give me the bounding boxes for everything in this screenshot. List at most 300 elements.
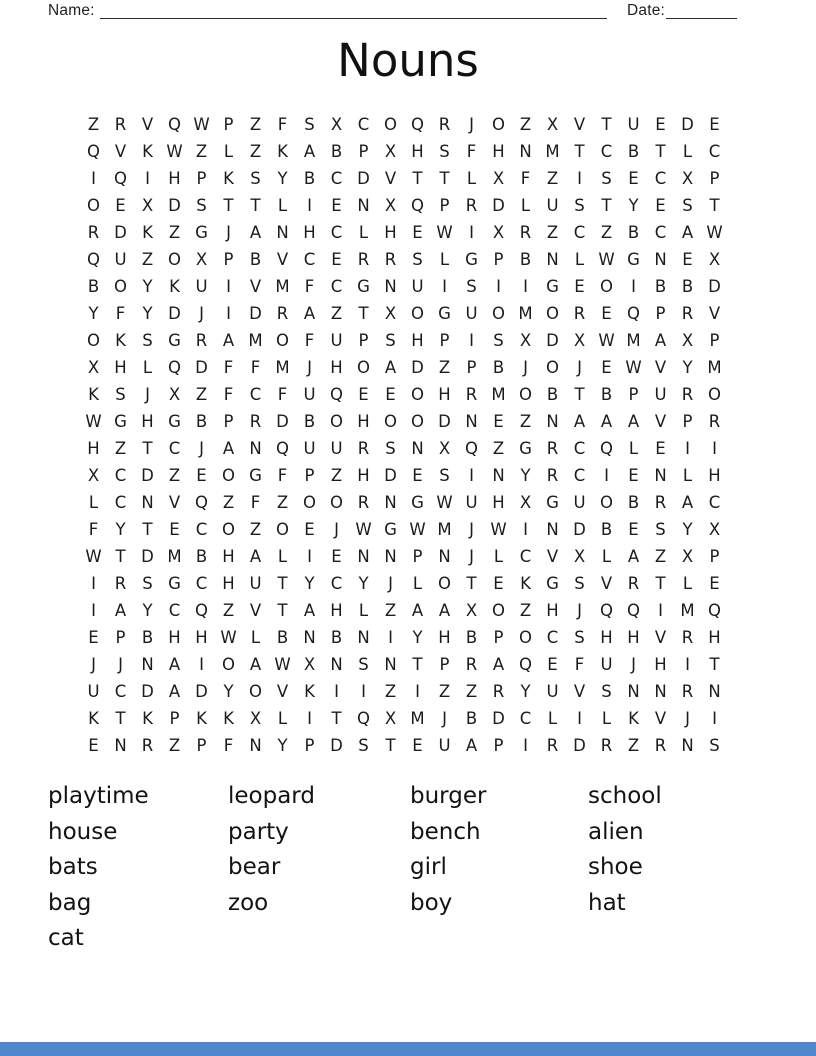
grid-letter: L — [277, 709, 288, 728]
grid-letter: K — [169, 277, 180, 296]
grid-letter: E — [574, 277, 585, 296]
grid-letter: C — [114, 466, 127, 485]
grid-letter: V — [276, 682, 289, 701]
grid-letter: E — [601, 304, 612, 323]
grid-letter: O — [222, 655, 235, 674]
grid-letter: L — [682, 574, 693, 593]
grid-letter: H — [168, 169, 181, 188]
grid-letter: B — [465, 628, 478, 647]
word-list-column — [228, 779, 315, 921]
grid-letter: S — [439, 466, 450, 485]
grid-letter: A — [222, 331, 235, 350]
grid-letter: Q — [411, 115, 424, 134]
grid-letter: Y — [304, 574, 315, 593]
grid-letter: U — [114, 250, 127, 269]
grid-letter: Q — [168, 115, 181, 134]
grid-letter: X — [384, 304, 397, 323]
grid-letter: R — [357, 439, 370, 458]
grid-letter: B — [519, 250, 532, 269]
grid-letter: W — [355, 520, 372, 539]
grid-letter: V — [546, 547, 559, 566]
grid-letter: Z — [384, 682, 397, 701]
grid-letter: X — [708, 520, 721, 539]
grid-letter: N — [384, 277, 397, 296]
grid-letter: X — [708, 250, 721, 269]
grid-letter: P — [304, 466, 315, 485]
grid-letter: U — [330, 331, 343, 350]
puzzle-title: Nouns — [337, 34, 479, 87]
grid-letter: R — [87, 223, 100, 242]
grid-letter: E — [304, 520, 315, 539]
grid-letter: I — [442, 277, 447, 296]
grid-letter: I — [496, 277, 501, 296]
grid-letter: P — [439, 655, 450, 674]
grid-letter: T — [358, 304, 369, 323]
grid-letter: T — [655, 574, 666, 593]
grid-letter: C — [573, 439, 586, 458]
grid-letter: Q — [600, 439, 613, 458]
grid-letter: N — [546, 250, 559, 269]
word-list-item: girl — [410, 854, 447, 880]
name-label: Name: — [48, 2, 95, 19]
grid-letter: H — [168, 628, 181, 647]
grid-letter: N — [654, 250, 667, 269]
grid-letter: G — [546, 574, 559, 593]
grid-letter: Q — [330, 385, 343, 404]
grid-letter: P — [223, 115, 234, 134]
grid-letter: R — [708, 412, 721, 431]
grid-letter: Y — [88, 304, 99, 323]
grid-letter: H — [708, 628, 721, 647]
grid-letter: H — [222, 547, 235, 566]
grid-letter: C — [303, 250, 316, 269]
grid-letter: K — [223, 169, 234, 188]
grid-letter: R — [276, 304, 289, 323]
grid-letter: F — [304, 331, 315, 350]
grid-letter: C — [654, 169, 667, 188]
grid-letter: I — [523, 520, 528, 539]
grid-letter: A — [411, 601, 424, 620]
grid-letter: U — [600, 655, 613, 674]
grid-letter: O — [492, 115, 505, 134]
grid-letter: A — [168, 682, 181, 701]
grid-letter: H — [87, 439, 100, 458]
grid-letter: C — [330, 574, 343, 593]
grid-letter: D — [195, 358, 208, 377]
grid-letter: X — [384, 709, 397, 728]
grid-letter: B — [141, 628, 154, 647]
grid-letter: Z — [627, 736, 640, 755]
grid-letter: S — [358, 736, 369, 755]
grid-letter: O — [492, 601, 505, 620]
grid-letter: S — [655, 520, 666, 539]
grid-letter: Z — [384, 601, 397, 620]
grid-letter: S — [142, 574, 153, 593]
grid-letter: A — [249, 223, 262, 242]
grid-letter: A — [384, 358, 397, 377]
grid-letter: Z — [276, 493, 289, 512]
grid-letter: Z — [546, 169, 559, 188]
grid-letter: N — [519, 142, 532, 161]
grid-letter: X — [195, 250, 208, 269]
word-list-item: bag — [48, 889, 92, 916]
grid-letter: D — [384, 466, 397, 485]
grid-letter: E — [709, 574, 720, 593]
grid-letter: B — [195, 547, 208, 566]
grid-letter: S — [304, 115, 315, 134]
grid-letter: R — [627, 574, 640, 593]
grid-letter: L — [601, 709, 612, 728]
grid-letter: U — [87, 682, 100, 701]
grid-letter: L — [520, 196, 531, 215]
grid-letter: O — [276, 331, 289, 350]
grid-letter: N — [114, 736, 127, 755]
grid-letter: Z — [465, 682, 478, 701]
grid-letter: U — [411, 277, 424, 296]
grid-letter: M — [545, 142, 560, 161]
grid-letter: R — [654, 736, 667, 755]
grid-letter: J — [577, 358, 582, 377]
grid-letter: U — [546, 682, 559, 701]
grid-letter: M — [680, 601, 695, 620]
grid-letter: B — [330, 142, 343, 161]
grid-letter: H — [384, 223, 397, 242]
grid-letter: A — [492, 655, 505, 674]
grid-letter: U — [303, 439, 316, 458]
grid-letter: G — [357, 277, 370, 296]
grid-letter: Y — [115, 520, 126, 539]
grid-letter: R — [573, 304, 586, 323]
grid-letter: B — [654, 277, 667, 296]
grid-letter: Y — [142, 601, 153, 620]
grid-letter: W — [85, 412, 102, 431]
grid-letter: K — [142, 142, 153, 161]
grid-letter: J — [199, 439, 204, 458]
grid-letter: E — [412, 736, 423, 755]
grid-letter: G — [384, 520, 397, 539]
grid-letter: T — [385, 736, 396, 755]
grid-letter: T — [574, 142, 585, 161]
grid-letter: E — [169, 520, 180, 539]
grid-letter: S — [574, 196, 585, 215]
grid-letter: R — [249, 412, 262, 431]
grid-letter: D — [708, 277, 721, 296]
grid-letter: Z — [168, 736, 181, 755]
grid-letter: Q — [357, 709, 370, 728]
grid-letter: X — [681, 169, 694, 188]
grid-letter: C — [114, 493, 127, 512]
grid-letter: B — [195, 412, 208, 431]
grid-letter: U — [465, 493, 478, 512]
grid-letter: J — [685, 709, 690, 728]
grid-letter: Y — [142, 304, 153, 323]
grid-letter: P — [358, 142, 369, 161]
grid-letter: H — [546, 601, 559, 620]
grid-letter: V — [708, 304, 721, 323]
grid-letter: P — [304, 736, 315, 755]
grid-letter: E — [628, 466, 639, 485]
grid-letter: J — [145, 385, 150, 404]
grid-letter: F — [223, 385, 234, 404]
grid-letter: K — [277, 142, 288, 161]
grid-letter: J — [226, 223, 231, 242]
grid-letter: I — [685, 439, 690, 458]
grid-letter: W — [598, 331, 615, 350]
grid-letter: Z — [600, 223, 613, 242]
grid-letter: X — [492, 169, 505, 188]
grid-letter: T — [601, 115, 612, 134]
grid-letter: T — [115, 709, 126, 728]
grid-letter: D — [438, 412, 451, 431]
grid-letter: P — [439, 331, 450, 350]
grid-letter: Q — [519, 655, 532, 674]
grid-letter: A — [627, 547, 640, 566]
grid-letter: Y — [277, 169, 288, 188]
grid-letter: A — [627, 412, 640, 431]
grid-letter: R — [465, 196, 478, 215]
grid-letter: R — [546, 736, 559, 755]
grid-letter: S — [358, 655, 369, 674]
grid-letter: O — [411, 385, 424, 404]
grid-letter: D — [411, 358, 424, 377]
grid-letter: Y — [223, 682, 234, 701]
grid-letter: J — [442, 709, 447, 728]
grid-letter: V — [573, 682, 586, 701]
grid-letter: T — [601, 196, 612, 215]
grid-letter: K — [223, 709, 234, 728]
grid-letter: Q — [411, 196, 424, 215]
grid-letter: U — [438, 736, 451, 755]
grid-letter: S — [196, 196, 207, 215]
grid-letter: C — [519, 547, 532, 566]
grid-letter: C — [357, 115, 370, 134]
grid-letter: Z — [519, 412, 532, 431]
grid-letter: M — [275, 358, 290, 377]
grid-letter: C — [654, 223, 667, 242]
grid-letter: C — [708, 493, 721, 512]
grid-letter: Z — [195, 142, 208, 161]
grid-letter: X — [519, 493, 532, 512]
grid-letter: D — [141, 466, 154, 485]
grid-letter: O — [276, 520, 289, 539]
grid-letter: P — [358, 331, 369, 350]
grid-letter: B — [546, 385, 559, 404]
grid-letter: O — [519, 628, 532, 647]
grid-letter: R — [681, 385, 694, 404]
grid-letter: U — [330, 439, 343, 458]
grid-letter: W — [85, 547, 102, 566]
grid-letter: D — [249, 304, 262, 323]
grid-letter: Y — [277, 736, 288, 755]
grid-letter: Q — [87, 250, 100, 269]
grid-letter: T — [142, 520, 153, 539]
grid-letter: T — [709, 196, 720, 215]
grid-letter: E — [88, 628, 99, 647]
word-list-column — [588, 779, 662, 921]
grid-letter: D — [492, 709, 505, 728]
grid-letter: H — [303, 223, 316, 242]
grid-letter: W — [436, 493, 453, 512]
grid-letter: D — [492, 196, 505, 215]
grid-letter: P — [439, 196, 450, 215]
word-list-column — [48, 779, 149, 957]
grid-letter: O — [708, 385, 721, 404]
grid-letter: C — [114, 682, 127, 701]
grid-letter: I — [712, 439, 717, 458]
grid-letter: N — [654, 466, 667, 485]
grid-letter: Q — [600, 601, 613, 620]
grid-letter: E — [358, 385, 369, 404]
grid-letter: X — [573, 547, 586, 566]
grid-letter: V — [384, 169, 397, 188]
grid-letter: S — [466, 277, 477, 296]
grid-letter: C — [708, 142, 721, 161]
grid-letter: S — [493, 331, 504, 350]
grid-letter: R — [546, 439, 559, 458]
grid-letter: Y — [682, 358, 693, 377]
grid-letter: O — [168, 250, 181, 269]
grid-letter: O — [249, 682, 262, 701]
grid-letter: S — [385, 331, 396, 350]
grid-letter: B — [276, 628, 289, 647]
grid-letter: E — [655, 439, 666, 458]
grid-letter: I — [577, 169, 582, 188]
grid-letter: A — [303, 142, 316, 161]
grid-letter: E — [196, 466, 207, 485]
grid-letter: R — [492, 682, 505, 701]
grid-letter: I — [226, 277, 231, 296]
grid-letter: C — [546, 628, 559, 647]
grid-letter: F — [466, 142, 477, 161]
grid-letter: I — [577, 709, 582, 728]
grid-letter: Q — [276, 439, 289, 458]
grid-letter: N — [384, 547, 397, 566]
grid-letter: T — [709, 655, 720, 674]
grid-letter: O — [438, 574, 451, 593]
grid-letter: O — [222, 520, 235, 539]
grid-letter: X — [87, 466, 100, 485]
grid-letter: F — [277, 115, 288, 134]
grid-letter: L — [142, 358, 153, 377]
date-label: Date: — [627, 2, 666, 19]
grid-letter: J — [469, 547, 474, 566]
grid-letter: I — [523, 277, 528, 296]
grid-letter: P — [493, 628, 504, 647]
grid-letter: I — [523, 736, 528, 755]
grid-letter: J — [469, 115, 474, 134]
grid-letter: N — [141, 493, 154, 512]
grid-letter: G — [168, 331, 181, 350]
grid-letter: C — [168, 439, 181, 458]
grid-letter: R — [681, 628, 694, 647]
grid-letter: P — [196, 169, 207, 188]
grid-letter: V — [114, 142, 127, 161]
grid-letter: B — [600, 385, 613, 404]
grid-letter: T — [412, 169, 423, 188]
grid-letter: W — [220, 628, 237, 647]
grid-letter: X — [492, 223, 505, 242]
grid-letter: W — [598, 250, 615, 269]
grid-letter: Q — [168, 358, 181, 377]
grid-letter: T — [250, 196, 261, 215]
grid-letter: S — [574, 574, 585, 593]
grid-letter: V — [654, 709, 667, 728]
grid-letter: H — [600, 628, 613, 647]
grid-letter: N — [492, 466, 505, 485]
grid-letter: I — [604, 466, 609, 485]
word-list-item: house — [48, 818, 118, 845]
grid-letter: O — [600, 277, 613, 296]
grid-letter: B — [681, 277, 694, 296]
grid-letter: O — [546, 304, 559, 323]
grid-letter: Q — [465, 439, 478, 458]
grid-letter: Z — [141, 250, 154, 269]
grid-letter: R — [384, 250, 397, 269]
grid-letter: N — [384, 493, 397, 512]
grid-letter: N — [627, 682, 640, 701]
grid-letter: I — [469, 223, 474, 242]
grid-letter: F — [115, 304, 126, 323]
grid-letter: N — [654, 682, 667, 701]
grid-letter: N — [708, 682, 721, 701]
grid-letter: E — [385, 385, 396, 404]
grid-letter: L — [628, 439, 639, 458]
grid-letter: A — [465, 736, 478, 755]
grid-letter: I — [658, 601, 663, 620]
grid-letter: H — [708, 466, 721, 485]
grid-letter: U — [627, 115, 640, 134]
grid-letter: Z — [519, 601, 532, 620]
grid-letter: E — [655, 196, 666, 215]
grid-letter: N — [681, 736, 694, 755]
grid-letter: D — [141, 547, 154, 566]
grid-letter: X — [438, 439, 451, 458]
grid-letter: W — [193, 115, 210, 134]
grid-letter: Z — [492, 439, 505, 458]
word-list-item: zoo — [228, 889, 269, 916]
grid-letter: E — [88, 736, 99, 755]
grid-letter: J — [631, 655, 636, 674]
grid-letter: B — [465, 709, 478, 728]
grid-letter: B — [492, 358, 505, 377]
grid-letter: C — [249, 385, 262, 404]
grid-letter: N — [357, 196, 370, 215]
grid-letter: F — [250, 493, 261, 512]
grid-letter: J — [91, 655, 96, 674]
word-list-column — [410, 779, 486, 921]
grid-letter: P — [223, 250, 234, 269]
grid-letter: E — [547, 655, 558, 674]
word-list-item: boy — [410, 889, 453, 916]
grid-letter: I — [307, 196, 312, 215]
grid-letter: L — [682, 142, 693, 161]
grid-letter: O — [330, 412, 343, 431]
grid-letter: Y — [520, 682, 531, 701]
grid-letter: P — [493, 736, 504, 755]
grid-letter: S — [574, 628, 585, 647]
grid-letter: A — [573, 412, 586, 431]
grid-letter: Z — [249, 115, 262, 134]
grid-letter: R — [195, 331, 208, 350]
grid-letter: M — [410, 709, 425, 728]
grid-letter: R — [114, 574, 127, 593]
grid-letter: Z — [168, 223, 181, 242]
grid-letter: E — [331, 196, 342, 215]
grid-letter: L — [547, 709, 558, 728]
grid-letter: E — [628, 520, 639, 539]
grid-letter: J — [118, 655, 123, 674]
grid-letter: K — [628, 709, 639, 728]
